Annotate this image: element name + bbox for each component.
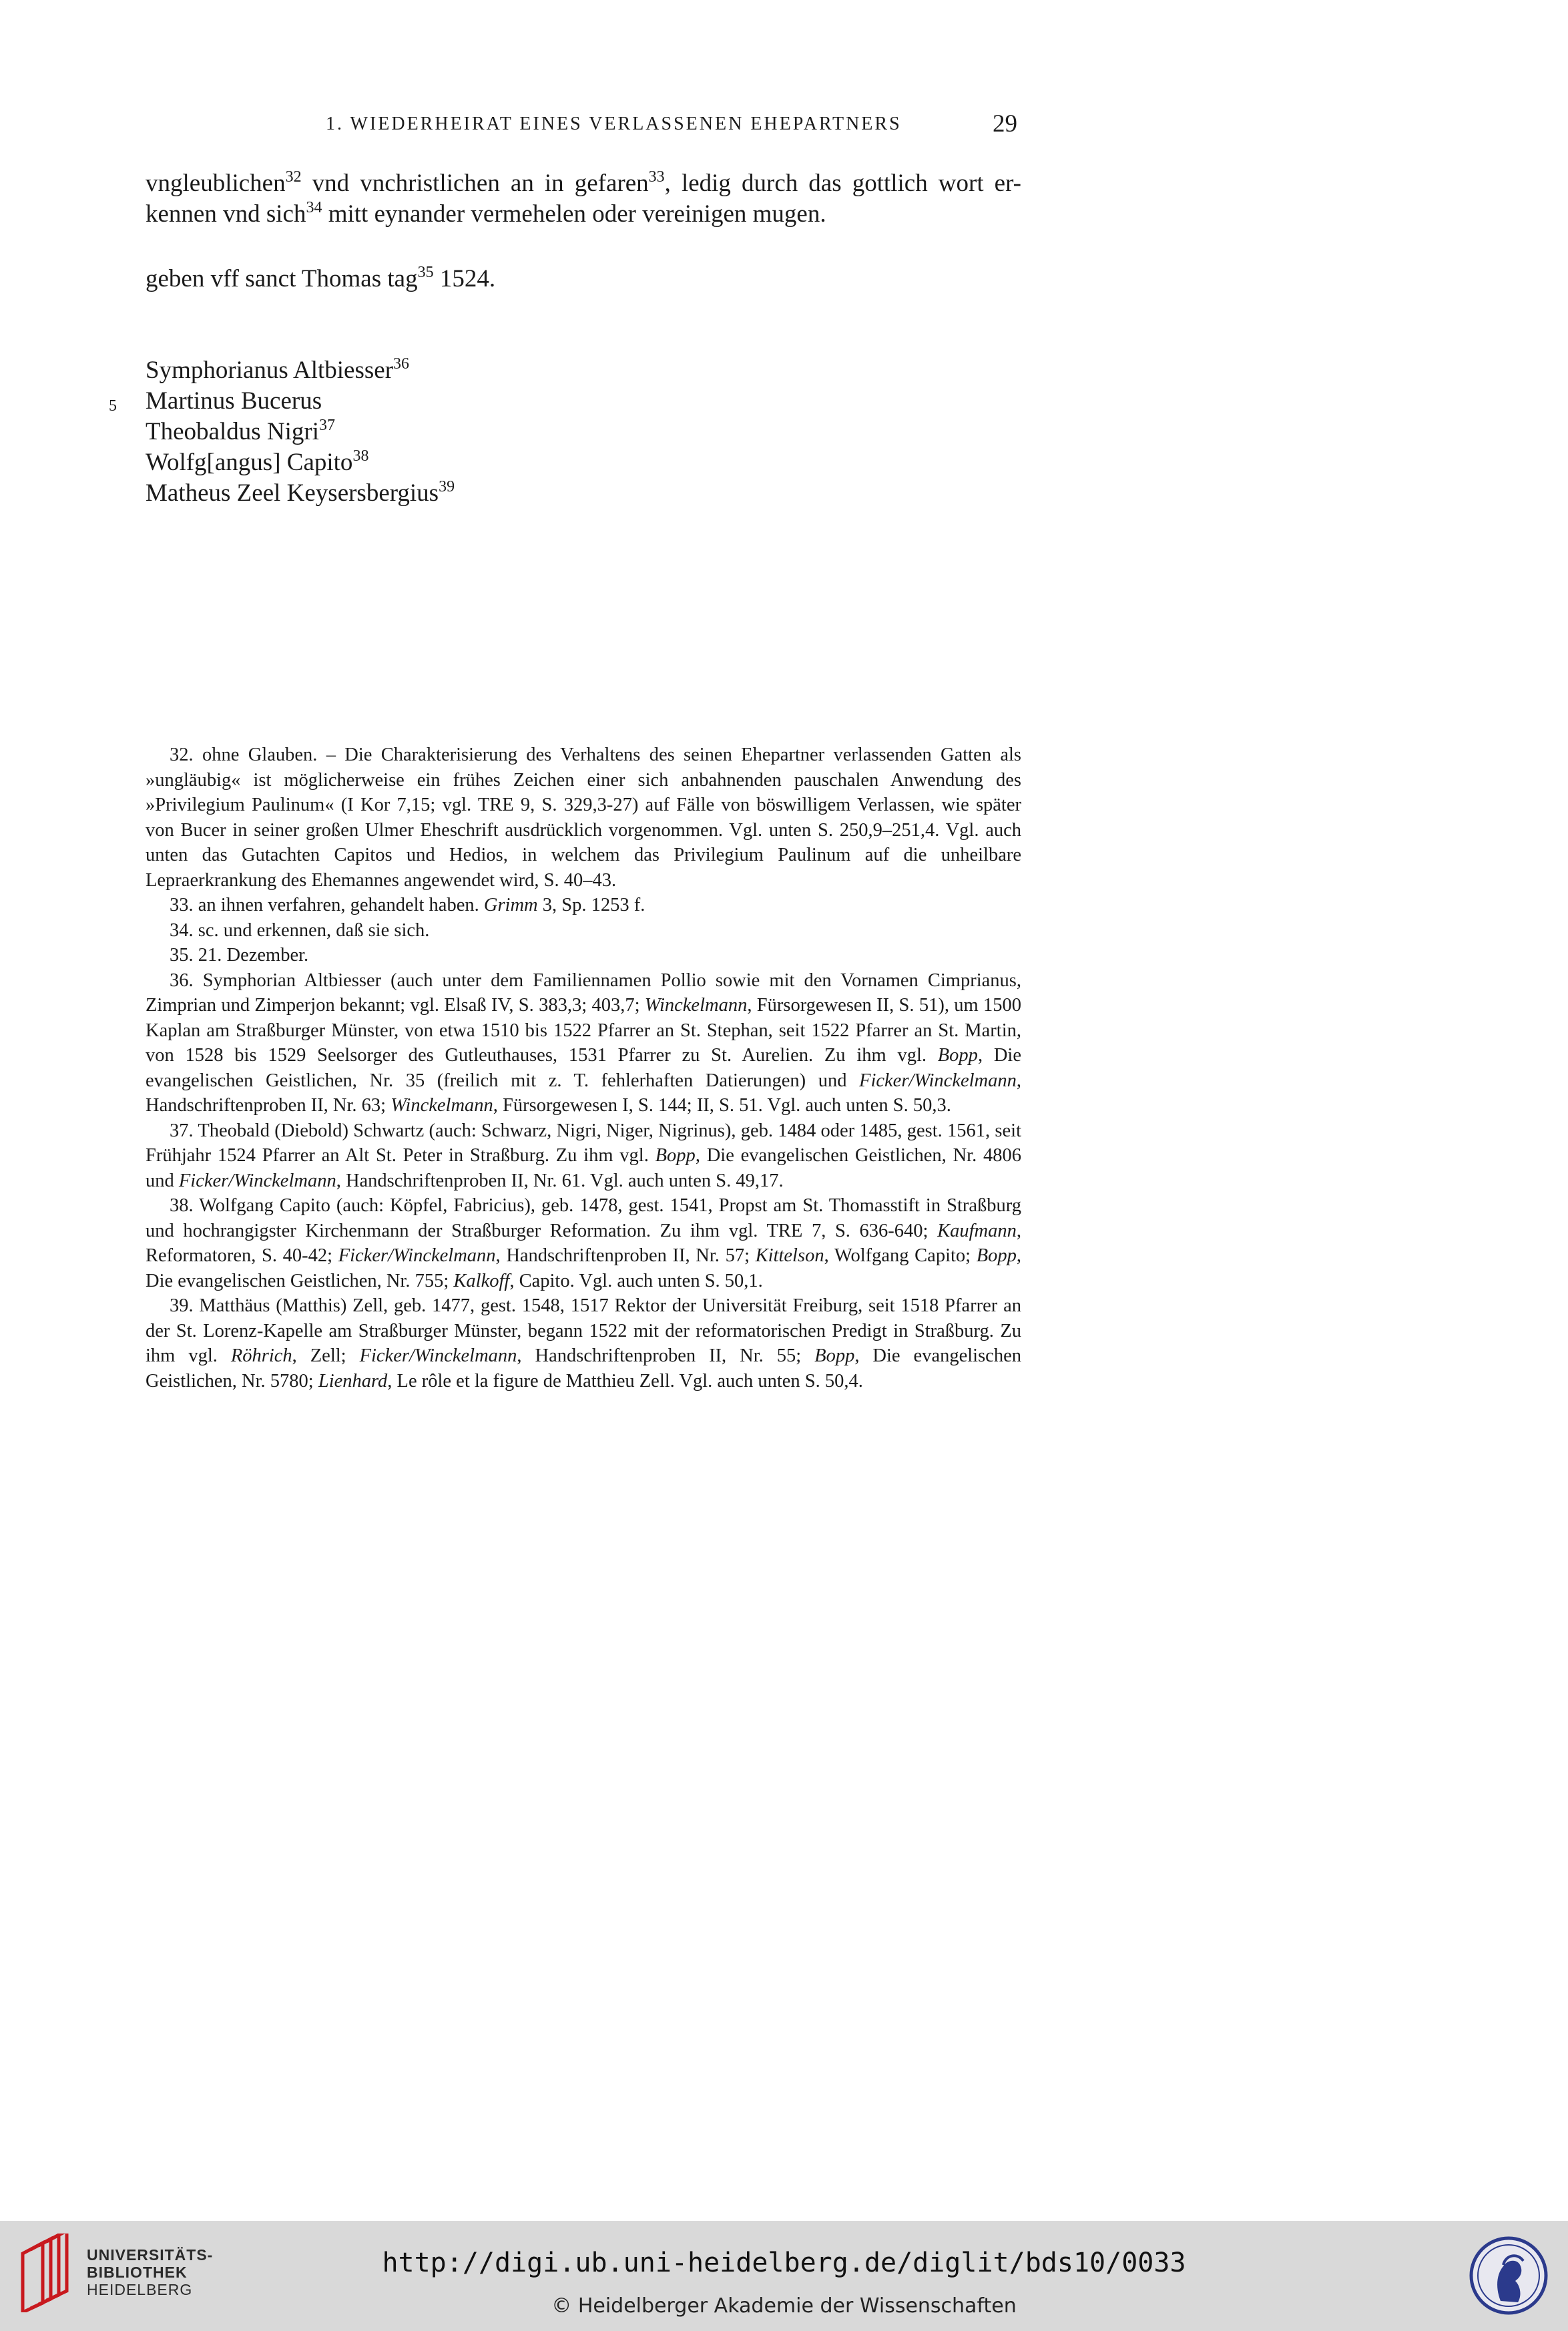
copyright-text: © Heidelberger Akademie der Wissenschaften [551, 2294, 1017, 2318]
signatory: Symphorianus Altbiesser$^{36}$ [146, 355, 410, 384]
signatories [146, 355, 1021, 509]
main-text [146, 168, 1021, 230]
line-number: 5 [109, 397, 117, 415]
page-number: 29 [993, 110, 1017, 138]
academy-seal-icon [1469, 2234, 1549, 2317]
footnote-ref: 34 [306, 199, 322, 216]
signatory: Theobaldus Nigri$^{37}$ [146, 417, 335, 445]
footnote-39: 39. Matthäus (Matthis) Zell, geb. 1477, gest. 1548, 1517 Rektor der Universität Freiburg, seit 1518 Pfarrer an der St. Lorenz-Kapelle am Straßburger Münster, begann 1522 mit der reformatorischen Predigt in Straßburg. Zu ihm vgl. Röhrich, Zell; Ficker/Winckelmann, Handschriftenproben II, Nr. 55; Bopp, Die evangelischen Geistlichen, Nr. 5780; Lienhard, Le rôle et la figure de Matthieu Zell. Vgl. auch unten S. 50,4. [146, 1295, 1021, 1392]
footnote-36: 36. Symphorian Altbiesser (auch unter dem Familiennamen Pollio sowie mit den Vornamen Cimprianus, Zimprian und Zimperjon bekannt; vgl. Elsaß IV, S. 383,3; 403,7; Winckelmann, Fürsorgewesen II, S. 51), um 1500 Kaplan am Straßburger Münster, von etwa 1510 bis 1522 Pfarrer an St. Stephan, seit 1522 Pfarrer an St. Martin, von 1528 bis 1529 Seelsorger des Gutleuthauses, 1531 Pfarrer zu St. Aurelien. Zu ihm vgl. Bopp, Die evangelischen Geistlichen, Nr. 35 (freilich mit z. T. fehlerhaften Datierungen) und Ficker/Winckelmann, Handschriftenproben II, Nr. 63; Winckelmann, Fürsorgewesen I, S. 144; II, S. 51. Vgl. auch unten S. 50,3. [146, 970, 1021, 1116]
library-name: UNIVERSITÄTS- BIBLIOTHEK HEIDELBERG [87, 2246, 214, 2298]
footnote-ref: 39 [439, 478, 455, 495]
running-head [146, 110, 1021, 140]
signatory: Wolfg[angus] Capito$^{38}$ [146, 447, 369, 476]
footnotes [146, 743, 1021, 1394]
signatory: Martinus Bucerus [146, 387, 322, 415]
footnote-ref: 35 [417, 264, 434, 281]
text-line-1: vngleublichen$^{32}$ vnd vnchristlichen an in gefaren$^{33}$, ledig durch das gottlich wort er- [146, 168, 1021, 197]
date-line: geben vff sanct Thomas tag$^{35}$ 1524. [146, 264, 496, 292]
footnote-ref: 32 [285, 168, 302, 186]
footnote-35: 35. 21. Dezember. [170, 945, 309, 966]
signatory: Matheus Zeel Keysersbergius$^{39}$ [146, 478, 455, 507]
footnote-37: 37. Theobald (Diebold) Schwartz (auch: Schwarz, Nigri, Niger, Nigrinus), geb. 1484 oder 1485, gest. 1561, seit Frühjahr 1524 Pfarrer an Alt St. Peter in Straßburg. Zu ihm vgl. Bopp, Die evangelischen Geistlichen, Nr. 4806 und Ficker/Winckelmann, Handschriftenproben II, Nr. 61. Vgl. auch unten S. 49,17. [146, 1120, 1021, 1191]
text-line-2: kennen vnd sich$^{34}$ mitt eynander vermehelen oder vereinigen mugen. [146, 199, 826, 228]
digital-url-link[interactable]: http://digi.ub.uni-heidelberg.de/diglit/bds10/0033 [382, 2248, 1186, 2278]
footnote-38: 38. Wolfgang Capito (auch: Köpfel, Fabricius), geb. 1478, gest. 1541, Propst am St. Thomasstift in Straßburg und hochrangigster Kirchenmann der Straßburger Reformation. Zu ihm vgl. TRE 7, S. 636-640; Kaufmann, Reformatoren, S. 40-42; Ficker/Winckelmann, Handschriftenproben II, Nr. 57; Kittelson, Wolfgang Capito; Bopp, Die evangelischen Geistlichen, Nr. 755; Kalkoff, Capito. Vgl. auch unten S. 50,1. [146, 1195, 1022, 1291]
footer-bar [0, 2221, 1568, 2331]
footnote-34: 34. sc. und erkennen, daß sie sich. [170, 919, 430, 941]
footnote-32: 32. ohne Glauben. – Die Charakterisierung des Verhaltens des seinen Ehepartner verlassenden Gatten als »ungläubig« ist möglicherweise ein frühes Zeichen einer sich anbahnenden pauschalen Anwendung des »Privilegium Paulinum« (I Kor 7,15; vgl. TRE 9, S. 329,3-27) auf Fälle von böswilligem Verlassen, wie später von Bucer in seiner großen Ulmer Eheschrift ausdrücklich vorgenommen. Vgl. unten S. 250,9–251,4. Vgl. auch unten das Gutachten Capitos und Hedios, in welchem das Privilegium Paulinum auf die unheilbare Lepraerkrankung des Ehemannes angewendet wird, S. 40–43. [146, 745, 1021, 891]
footnote-33: 33. an ihnen verfahren, gehandelt haben. Grimm 3, Sp. 1253 f. [170, 895, 645, 915]
footnote-ref: 38 [352, 447, 369, 465]
footnote-ref: 37 [318, 417, 335, 434]
footnote-ref: 33 [648, 168, 665, 186]
chapter-title: 1. WIEDERHEIRAT EINES VERLASSENEN EHEPARTNERS [326, 114, 902, 134]
footnote-ref: 36 [393, 355, 410, 373]
